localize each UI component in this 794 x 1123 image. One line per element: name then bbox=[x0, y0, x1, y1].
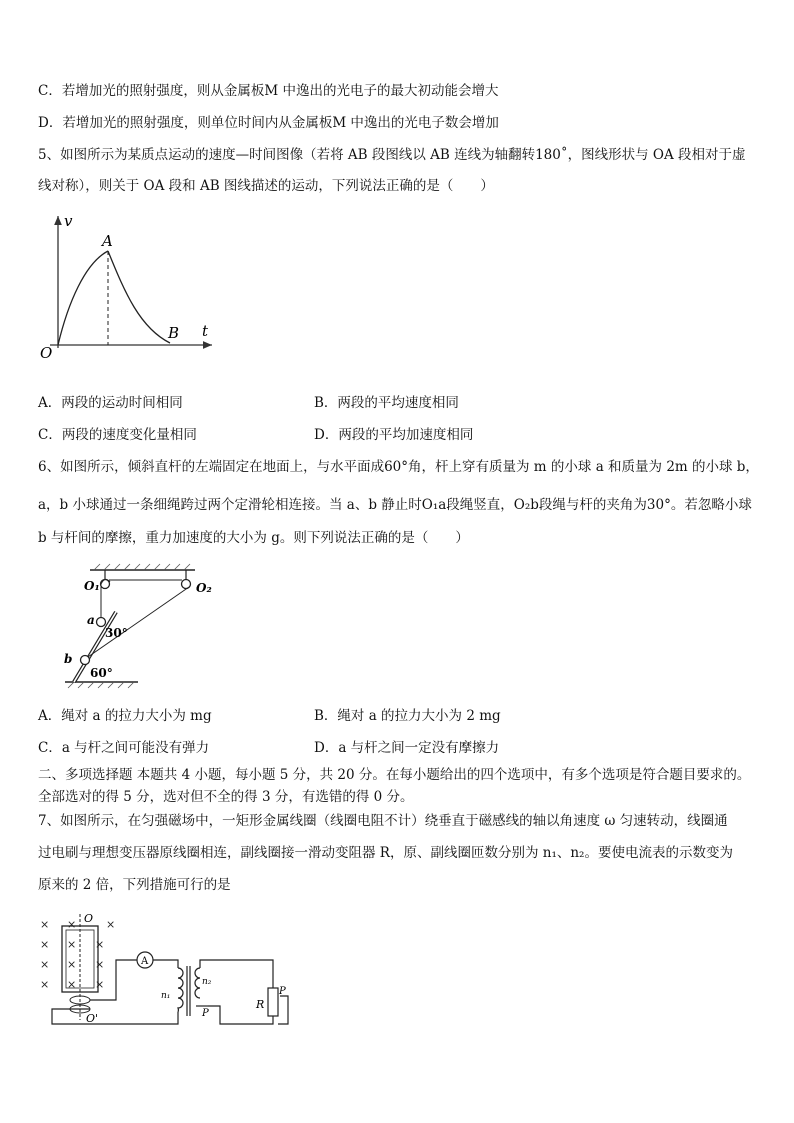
label-n1: n₁ bbox=[161, 991, 171, 1001]
q5-option-b: B．两段的平均速度相同 bbox=[314, 395, 459, 411]
option-d-prev: D．若增加光的照射强度，则单位时间内从金属板M 中逸出的光电子数会增加 bbox=[38, 115, 499, 131]
field-cross: × bbox=[67, 958, 77, 971]
question-7-line-1: 7、如图所示，在匀强磁场中，一矩形金属线圈（线圈电阻不计）绕垂直于磁感线的轴以角速度 ω 匀速转动，线圈通 bbox=[38, 813, 728, 829]
label-b: B bbox=[168, 324, 180, 342]
label-a: A bbox=[102, 232, 113, 250]
rheostat bbox=[268, 988, 278, 1016]
field-cross: × bbox=[40, 958, 50, 971]
label-30deg: 30° bbox=[105, 626, 128, 640]
field-cross: × bbox=[67, 918, 77, 931]
pulley-o2 bbox=[182, 580, 191, 589]
question-5-line-1: 5、如图所示为某质点运动的速度—时间图像（若将 AB 段图线以 AB 连线为轴翻转180˚，图线形状与 OA 段相对于虚 bbox=[38, 147, 746, 163]
field-cross: × bbox=[67, 938, 77, 951]
secondary-coil bbox=[195, 968, 200, 998]
q6-option-d: D．a 与杆之间一定没有摩擦力 bbox=[314, 740, 500, 756]
field-cross: × bbox=[95, 938, 105, 951]
label-t: t bbox=[202, 322, 209, 340]
generator-transformer-figure bbox=[38, 908, 300, 1032]
question-7-line-2: 过电刷与理想变压器原线圈相连，副线圈接一滑动变阻器 R，原、副线圈匝数分别为 n₁、n₂。要使电流表的示数变为 bbox=[38, 845, 733, 861]
field-cross: × bbox=[95, 978, 105, 991]
label-o2: O₂ bbox=[196, 581, 212, 595]
label-r: R bbox=[256, 998, 265, 1011]
q5-option-d: D．两段的平均加速度相同 bbox=[314, 427, 474, 443]
option-c-prev: C．若增加光的照射强度，则从金属板M 中逸出的光电子的最大初动能会增大 bbox=[38, 83, 499, 99]
question-7-line-3: 原来的 2 倍，下列措施可行的是 bbox=[38, 877, 231, 893]
q6-option-a: A．绳对 a 的拉力大小为 mg bbox=[38, 708, 212, 724]
label-60deg: 60° bbox=[90, 666, 113, 680]
label-p-transformer: P bbox=[202, 1008, 209, 1019]
label-o1: O₁ bbox=[84, 579, 100, 593]
q6-option-c: C．a 与杆之间可能没有弹力 bbox=[38, 740, 210, 756]
field-cross: × bbox=[40, 938, 50, 951]
question-6-line-2: a，b 小球通过一条细绳跨过两个定滑轮相连接。当 a、b 静止时O₁a段绳竖直，O₂b段绳与杆的夹角为30°。若忽略小球 bbox=[38, 497, 752, 513]
curve-ab bbox=[108, 251, 170, 343]
section-2-line-2: 全部选对的得 5 分，选对但不全的得 3 分，有选错的得 0 分。 bbox=[38, 789, 414, 805]
label-n2: n₂ bbox=[202, 977, 212, 987]
vt-graph-figure bbox=[30, 208, 220, 368]
curve-oa bbox=[58, 251, 108, 345]
label-p-rheostat: P bbox=[279, 986, 286, 997]
q5-option-a: A．两段的运动时间相同 bbox=[38, 395, 183, 411]
field-cross: × bbox=[95, 958, 105, 971]
label-b: b bbox=[64, 652, 73, 666]
label-a: a bbox=[87, 613, 95, 627]
question-6-line-1: 6、如图所示，倾斜直杆的左端固定在地面上，与水平面成60°角，杆上穿有质量为 m 的小球 a 和质量为 2m 的小球 b， bbox=[38, 459, 759, 475]
question-6-line-3: b 与杆间的摩擦，重力加速度的大小为 g。则下列说法正确的是（ ） bbox=[38, 530, 469, 546]
q6-option-b: B．绳对 a 的拉力大小为 2 mg bbox=[314, 708, 501, 724]
field-cross: × bbox=[106, 918, 116, 931]
label-o: O bbox=[40, 344, 53, 362]
question-5-line-2: 线对称），则关于 OA 段和 AB 图线描述的运动，下列说法正确的是（ ） bbox=[38, 178, 494, 194]
label-v: v bbox=[64, 212, 73, 230]
slider-contact bbox=[278, 996, 288, 1024]
section-2-line-1: 二、多项选择题 本题共 4 小题，每小题 5 分，共 20 分。在每小题给出的四个选项中，有多个选项是符合题目要求的。 bbox=[38, 767, 751, 783]
label-o-axis: O bbox=[84, 912, 94, 925]
q5-option-c: C．两段的速度变化量相同 bbox=[38, 427, 197, 443]
label-o-prime: O' bbox=[86, 1012, 99, 1025]
ball-b bbox=[81, 656, 90, 665]
rod-pulley-figure bbox=[60, 562, 230, 692]
primary-coil bbox=[178, 968, 183, 1012]
field-cross: × bbox=[40, 978, 50, 991]
field-cross: × bbox=[67, 978, 77, 991]
field-cross: × bbox=[40, 918, 50, 931]
ammeter-label: A bbox=[141, 956, 149, 967]
